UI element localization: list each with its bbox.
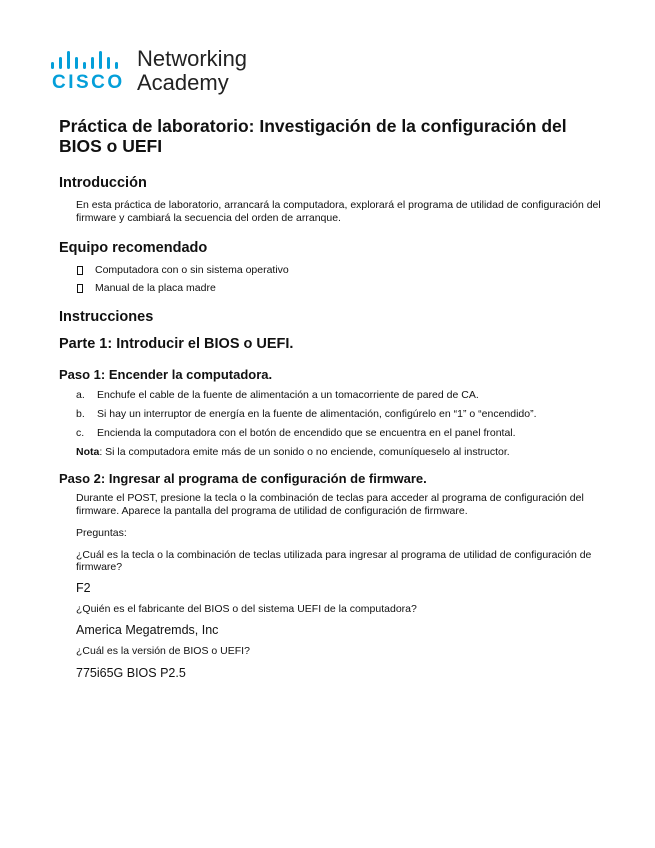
question-3: ¿Cuál es la versión de BIOS o UEFI?: [76, 645, 250, 657]
page-title: Práctica de laboratorio: Investigación de la configuración del BIOS o UEFI: [59, 116, 567, 156]
step1-note: Nota: Si la computadora emite más de un sonido o no enciende, comuníqueselo al instructor.: [76, 446, 510, 458]
question-1: ¿Cuál es la tecla o la combinación de teclas utilizada para ingresar al programa de utilidad de configuración de firmware?: [76, 548, 592, 573]
instructions-heading: Instrucciones: [59, 309, 154, 325]
equipment-heading: Equipo recomendado: [59, 240, 208, 256]
step2-text: Durante el POST, presione la tecla o la combinación de teclas para acceder al programa de configuración del firmware. Aparece la pantalla del programa de utilidad de configuración de firmware.: [76, 492, 584, 517]
answer-3: 775i65G BIOS P2.5: [76, 665, 186, 680]
cisco-networking-academy-logo: [50, 46, 270, 96]
logo-line-1: Networking: [137, 46, 248, 71]
document-body: [59, 116, 604, 681]
step2-heading: Paso 2: Ingresar al programa de configuración de firmware.: [59, 471, 427, 486]
questions-label: Preguntas:: [76, 527, 127, 539]
list-item: Manual de la placa madre: [76, 282, 604, 294]
intro-heading: Introducción: [59, 175, 147, 191]
checkbox-bullet-icon: [77, 284, 83, 293]
logo-company-name: CISCO: [52, 72, 125, 93]
list-item: Computadora con o sin sistema operativo: [76, 264, 604, 276]
step1-list: [76, 389, 604, 439]
list-item: c. Encienda la computadora con el botón de encendido que se encuentra en el panel frontal.: [76, 427, 516, 439]
question-2: ¿Quién es el fabricante del BIOS o del sistema UEFI de la computadora?: [76, 602, 417, 615]
intro-text: En esta práctica de laboratorio, arrancará la computadora, explorará el programa de utilidad de configuración del firmware y cambiará la secuencia del orden de arranque.: [76, 199, 601, 224]
list-item: a. Enchufe el cable de la fuente de alimentación a un tomacorriente de pared de CA.: [76, 389, 479, 401]
logo-line-2: Academy: [137, 70, 229, 95]
answer-1: F2: [76, 580, 91, 595]
part1-heading: Parte 1: Introducir el BIOS o UEFI.: [59, 336, 294, 352]
step1-heading: Paso 1: Encender la computadora.: [59, 367, 273, 382]
equipment-list: [76, 264, 604, 294]
answer-2: America Megatremds, Inc: [76, 623, 219, 637]
checkbox-bullet-icon: [77, 266, 83, 275]
list-item: b. Si hay un interruptor de energía en la fuente de alimentación, configúrelo en “1” o “encendido”.: [76, 408, 537, 420]
cisco-bars-icon: [50, 50, 126, 72]
